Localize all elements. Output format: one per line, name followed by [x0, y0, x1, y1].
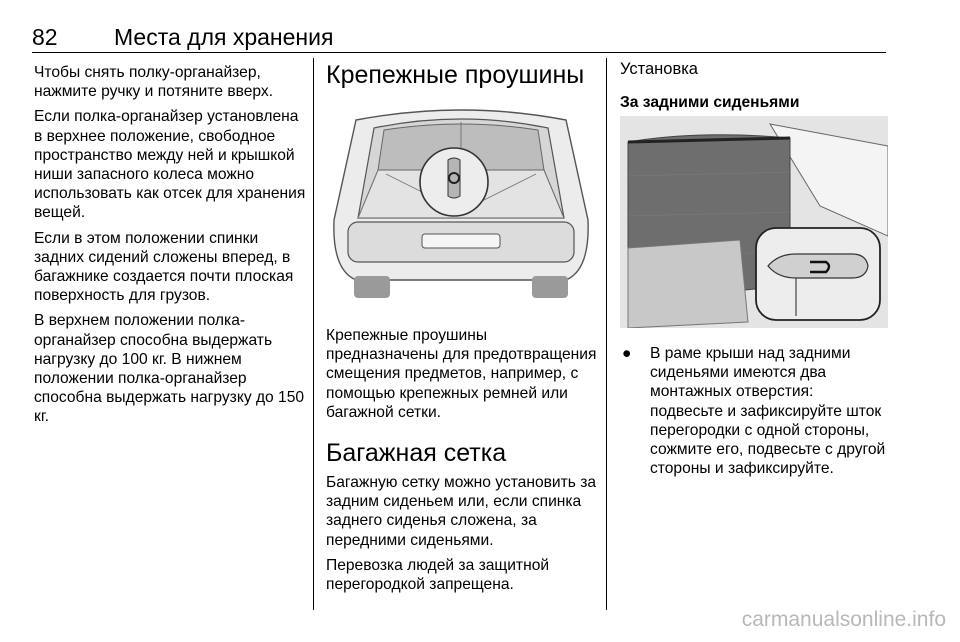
column-divider-1 — [313, 58, 314, 610]
heading-installation: Установка — [620, 60, 698, 78]
lashing-eyes-illustration — [326, 100, 596, 312]
heading-luggage-net: Багажная сетка — [326, 439, 507, 468]
column-1 — [34, 63, 306, 433]
net-installation-illustration — [620, 116, 888, 328]
paragraph-lashing-eyes: Крепежные проушины предназначены для предотвращения смещения предметов, например, с помощью крепежных ремней или багажной сетки. — [326, 327, 597, 421]
paragraph-net-install: Багажную сетку можно установить за задним сиденьем или, если спинка заднего сиденья сложена, за передними сиденьями. — [326, 474, 597, 549]
bullet-dot: ● — [622, 345, 632, 362]
paragraph-load-capacity: В верхнем положении полка-органайзер способна выдержать нагрузку до 100 кг. В нижнем положении полка-органайзер способна выдержать нагрузку до 150 кг. — [34, 312, 305, 426]
paragraph-remove-organizer: Чтобы снять полку-органайзер, нажмите ручку и потяните вверх. — [34, 64, 274, 101]
column-divider-2 — [606, 58, 607, 610]
page-number: 82 — [32, 24, 58, 50]
section-title: Места для хранения — [114, 24, 334, 50]
header-rule — [32, 52, 886, 53]
bullet-text: В раме крыши над задними сиденьями имеются два монтажных отверстия: подвесьте и зафиксируйте шток перегородки с одной стороны, сожмите его, подвесьте с другой стороны и зафиксируйте. — [650, 345, 886, 478]
column-2 — [326, 60, 598, 600]
paragraph-flat-surface: Если в этом положении спинки задних сидений сложены вперед, в багажнике создается почти плоская поверхность для грузов. — [34, 229, 294, 305]
watermark: carmanualsonline.info — [741, 608, 946, 631]
column-3 — [620, 60, 888, 478]
paragraph-upper-position: Если полка-органайзер установлена в верхнее положение, свободное пространство между ней и крышкой ниши запасного колеса можно использовать как отсек для хранения вещей. — [34, 108, 306, 222]
list-item-install-step — [620, 344, 888, 478]
subheading-behind-rear-seats: За задними сиденьями — [620, 94, 800, 111]
heading-lashing-eyes: Крепежные проушины — [326, 61, 585, 89]
paragraph-no-passengers: Перевозка людей за защитной перегородкой запрещена. — [326, 556, 550, 594]
page-header — [32, 24, 886, 52]
